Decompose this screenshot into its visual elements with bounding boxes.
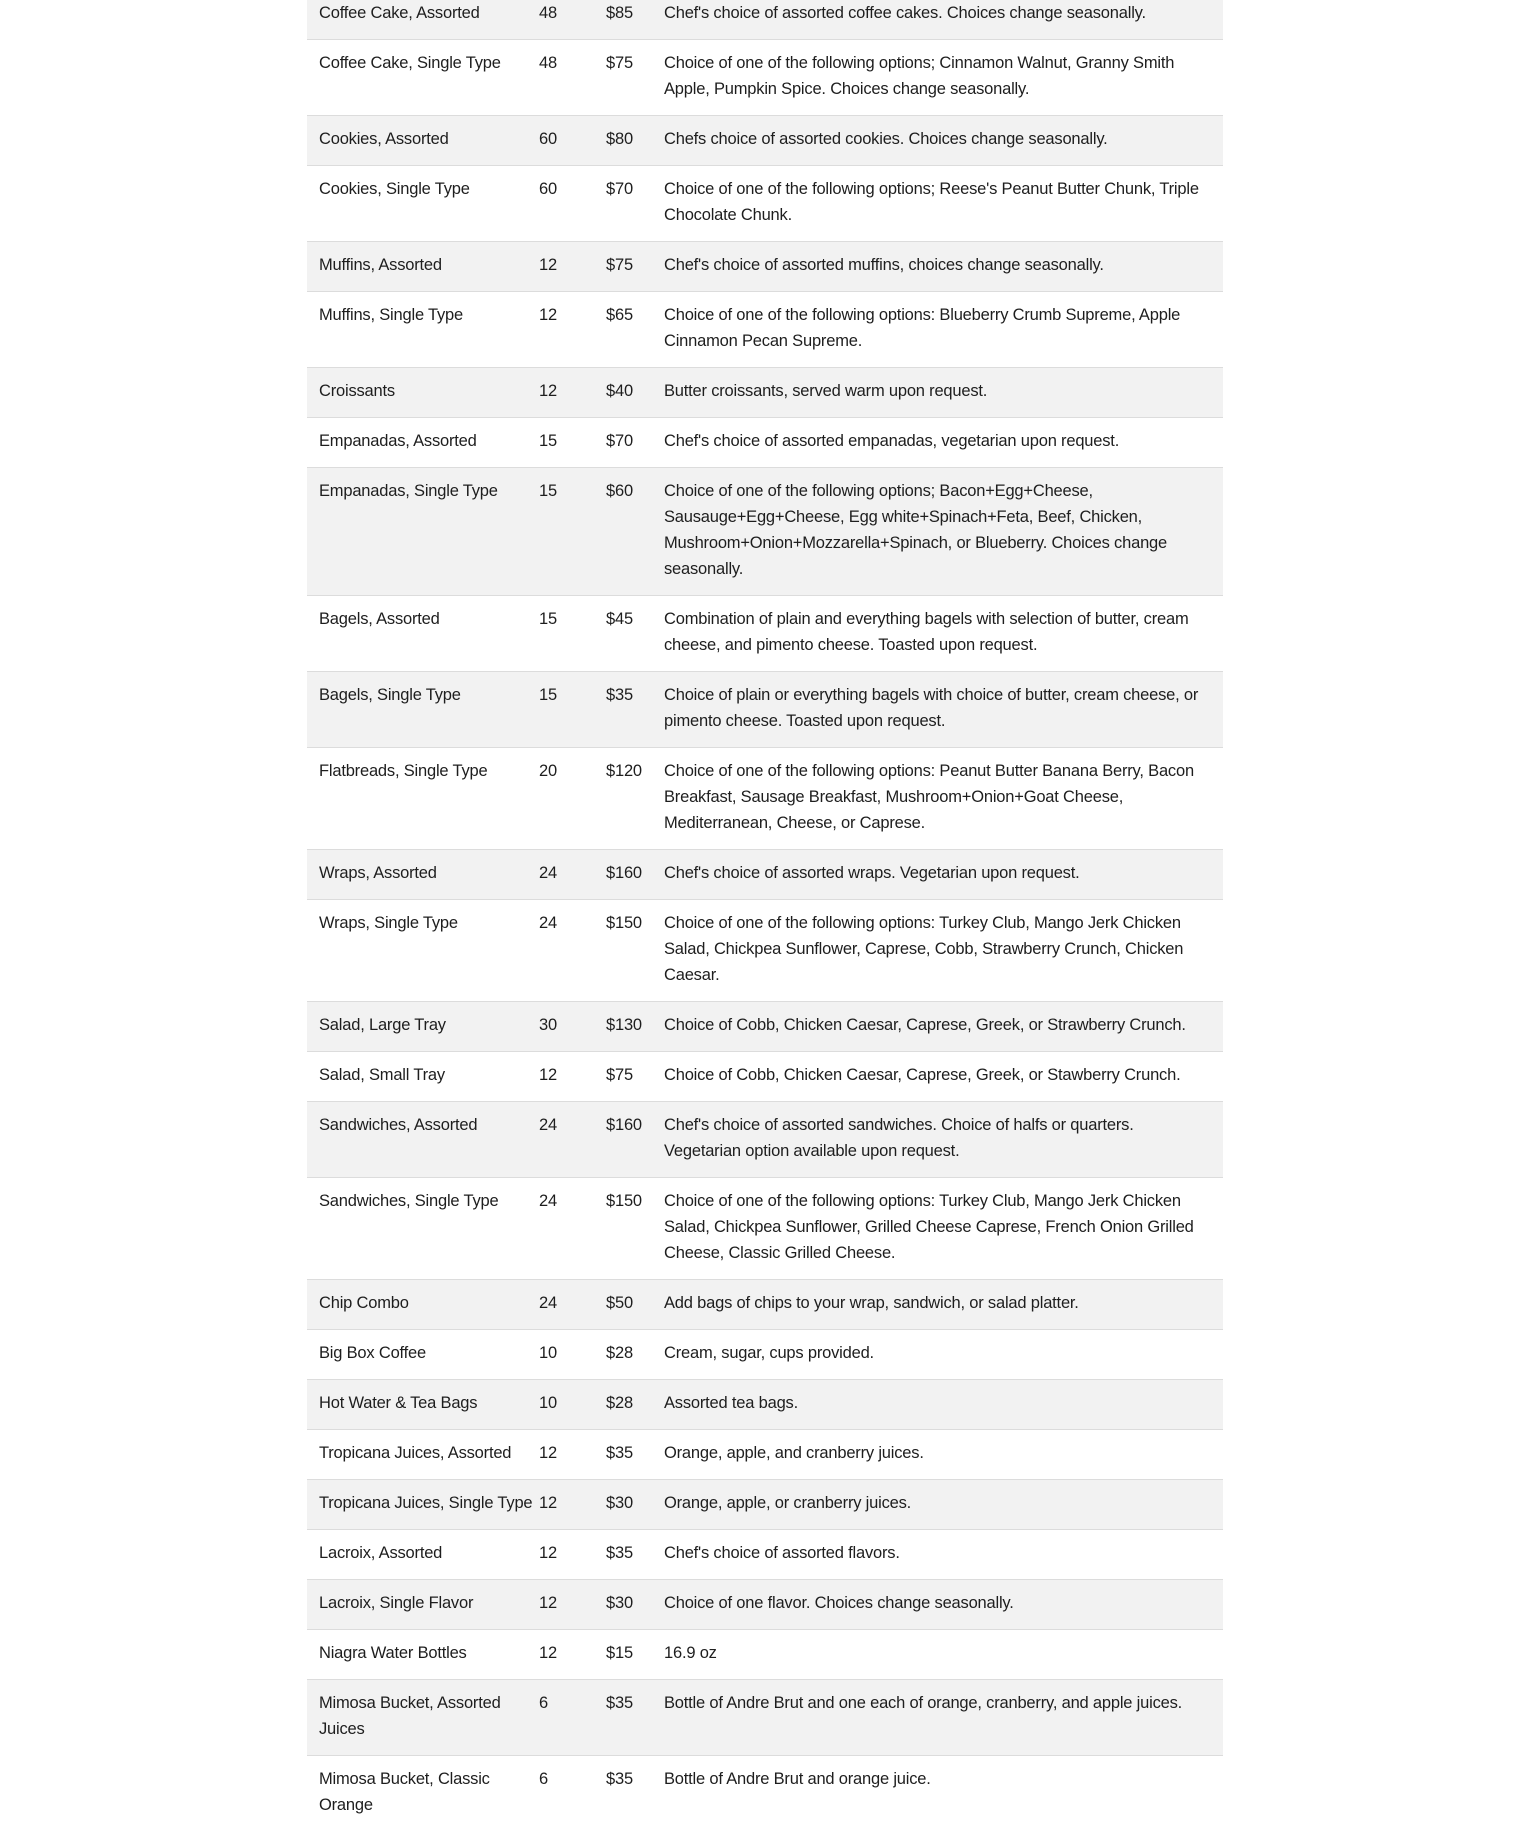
item-description: Add bags of chips to your wrap, sandwich, or salad platter.: [664, 1294, 1079, 1312]
item-name: Mimosa Bucket, Assorted Juices: [319, 1694, 501, 1738]
item-quantity: 12: [539, 256, 557, 274]
item-price: $130: [606, 1016, 642, 1034]
item-name: Wraps, Assorted: [319, 864, 437, 882]
item-quantity: 12: [539, 1544, 557, 1562]
item-price: $160: [606, 864, 642, 882]
item-description: Bottle of Andre Brut and orange juice.: [664, 1770, 931, 1788]
item-price: $80: [606, 130, 633, 148]
item-price: $150: [606, 914, 642, 932]
item-price: $75: [606, 54, 633, 72]
item-price: $65: [606, 306, 633, 324]
item-name: Cookies, Single Type: [319, 180, 470, 198]
item-quantity: 48: [539, 4, 557, 22]
item-description: Choice of one of the following options; Bacon+Egg+Cheese, Sausauge+Egg+Cheese, Egg white+Spinach+Feta, Beef, Chicken, Mushroom+Onion+Mozzarella+Spinach, or Blueberry. Choices change seasonally.: [664, 482, 1167, 578]
item-name: Coffee Cake, Single Type: [319, 54, 501, 72]
item-name: Tropicana Juices, Single Type: [319, 1494, 533, 1512]
item-description: Chef's choice of assorted sandwiches. Choice of halfs or quarters. Vegetarian option available upon request.: [664, 1116, 1134, 1160]
item-price: $160: [606, 1116, 642, 1134]
item-description: Choice of one of the following options: Turkey Club, Mango Jerk Chicken Salad, Chickpea Sunflower, Caprese, Cobb, Strawberry Crunch, Chicken Caesar.: [664, 914, 1184, 984]
item-description: Choice of one of the following options: Peanut Butter Banana Berry, Bacon Breakfast, Sausage Breakfast, Mushroom+Onion+Goat Cheese, Mediterranean, Cheese, or Caprese.: [664, 762, 1194, 832]
item-price: $45: [606, 610, 633, 628]
item-name: Sandwiches, Single Type: [319, 1192, 499, 1210]
table-row: [307, 468, 1223, 596]
item-description: Orange, apple, or cranberry juices.: [664, 1494, 912, 1512]
item-quantity: 30: [539, 1016, 557, 1034]
item-description: Orange, apple, and cranberry juices.: [664, 1444, 924, 1462]
table-row: [307, 1330, 1223, 1380]
item-price: $75: [606, 1066, 633, 1084]
item-quantity: 12: [539, 306, 557, 324]
item-quantity: 6: [539, 1770, 548, 1788]
table-row: [307, 368, 1223, 418]
item-quantity: 6: [539, 1694, 548, 1712]
item-description: Chef's choice of assorted muffins, choices change seasonally.: [664, 256, 1104, 274]
item-name: Muffins, Single Type: [319, 306, 463, 324]
item-price: $40: [606, 382, 633, 400]
item-quantity: 24: [539, 864, 557, 882]
table-row: [307, 418, 1223, 468]
item-name: Empanadas, Assorted: [319, 432, 477, 450]
item-price: $50: [606, 1294, 633, 1312]
table-row: [307, 1002, 1223, 1052]
table-row: [307, 40, 1223, 116]
table-row: [307, 292, 1223, 368]
item-description: Chef's choice of assorted coffee cakes. Choices change seasonally.: [664, 4, 1146, 22]
item-quantity: 15: [539, 432, 557, 450]
item-name: Hot Water & Tea Bags: [319, 1394, 478, 1412]
item-description: Chef's choice of assorted empanadas, vegetarian upon request.: [664, 432, 1120, 450]
item-price: $30: [606, 1494, 633, 1512]
item-name: Sandwiches, Assorted: [319, 1116, 478, 1134]
item-description: 16.9 oz: [664, 1644, 717, 1662]
item-quantity: 12: [539, 1594, 557, 1612]
item-description: Choice of Cobb, Chicken Caesar, Caprese, Greek, or Strawberry Crunch.: [664, 1016, 1186, 1034]
item-quantity: 48: [539, 54, 557, 72]
item-name: Cookies, Assorted: [319, 130, 449, 148]
item-description: Chef's choice of assorted flavors.: [664, 1544, 900, 1562]
table-row: [307, 1280, 1223, 1330]
item-quantity: 10: [539, 1394, 557, 1412]
item-price: $35: [606, 686, 633, 704]
item-price: $85: [606, 4, 633, 22]
table-row: [307, 116, 1223, 166]
item-price: $35: [606, 1770, 633, 1788]
table-row: [307, 1580, 1223, 1630]
item-description: Choice of one of the following options: Blueberry Crumb Supreme, Apple Cinnamon Pecan Supreme.: [664, 306, 1181, 350]
item-quantity: 24: [539, 914, 557, 932]
item-description: Choice of one of the following options: Turkey Club, Mango Jerk Chicken Salad, Chickpea Sunflower, Grilled Cheese Caprese, French Onion Grilled Cheese, Classic Grilled Cheese.: [664, 1192, 1194, 1262]
item-description: Butter croissants, served warm upon request.: [664, 382, 988, 400]
item-name: Salad, Small Tray: [319, 1066, 445, 1084]
item-quantity: 15: [539, 686, 557, 704]
table-row: [307, 1052, 1223, 1102]
item-name: Chip Combo: [319, 1294, 409, 1312]
table-row: [307, 1630, 1223, 1680]
item-name: Mimosa Bucket, Classic Orange: [319, 1770, 490, 1814]
item-quantity: 12: [539, 1444, 557, 1462]
table-row: [307, 900, 1223, 1002]
item-name: Lacroix, Single Flavor: [319, 1594, 474, 1612]
item-description: Choice of one flavor. Choices change seasonally.: [664, 1594, 1014, 1612]
item-quantity: 12: [539, 382, 557, 400]
item-name: Lacroix, Assorted: [319, 1544, 443, 1562]
item-quantity: 20: [539, 762, 557, 780]
item-name: Salad, Large Tray: [319, 1016, 446, 1034]
item-name: Empanadas, Single Type: [319, 482, 498, 500]
item-price: $70: [606, 432, 633, 450]
item-price: $75: [606, 256, 633, 274]
item-price: $35: [606, 1694, 633, 1712]
item-name: Croissants: [319, 382, 395, 400]
item-description: Choice of one of the following options; Reese's Peanut Butter Chunk, Triple Chocolate Chunk.: [664, 180, 1199, 224]
table-row: [307, 1756, 1223, 1831]
item-name: Bagels, Assorted: [319, 610, 440, 628]
item-name: Wraps, Single Type: [319, 914, 458, 932]
item-quantity: 12: [539, 1494, 557, 1512]
item-description: Chef's choice of assorted wraps. Vegetarian upon request.: [664, 864, 1080, 882]
item-price: $35: [606, 1444, 633, 1462]
item-price: $30: [606, 1594, 633, 1612]
table-row: [307, 166, 1223, 242]
item-description: Cream, sugar, cups provided.: [664, 1344, 874, 1362]
item-price: $150: [606, 1192, 642, 1210]
item-description: Assorted tea bags.: [664, 1394, 798, 1412]
item-description: Choice of one of the following options; Cinnamon Walnut, Granny Smith Apple, Pumpkin Spice. Choices change seasonally.: [664, 54, 1175, 98]
item-name: Big Box Coffee: [319, 1344, 426, 1362]
item-description: Choice of Cobb, Chicken Caesar, Caprese, Greek, or Stawberry Crunch.: [664, 1066, 1181, 1084]
item-price: $28: [606, 1344, 633, 1362]
item-quantity: 15: [539, 610, 557, 628]
catering-menu-table: [307, 0, 1223, 1831]
item-price: $120: [606, 762, 642, 780]
item-quantity: 24: [539, 1192, 557, 1210]
table-row: [307, 1680, 1223, 1756]
table-row: [307, 596, 1223, 672]
table-row: [307, 1530, 1223, 1580]
item-quantity: 12: [539, 1066, 557, 1084]
item-name: Tropicana Juices, Assorted: [319, 1444, 512, 1462]
table-row: [307, 1102, 1223, 1178]
table-row: [307, 748, 1223, 850]
item-price: $60: [606, 482, 633, 500]
item-quantity: 10: [539, 1344, 557, 1362]
table-row: [307, 1380, 1223, 1430]
item-quantity: 15: [539, 482, 557, 500]
table-row: [307, 1430, 1223, 1480]
item-price: $15: [606, 1644, 633, 1662]
item-name: Coffee Cake, Assorted: [319, 4, 480, 22]
item-quantity: 60: [539, 180, 557, 198]
table-row: [307, 1480, 1223, 1530]
table-row: [307, 850, 1223, 900]
item-quantity: 24: [539, 1116, 557, 1134]
item-name: Niagra Water Bottles: [319, 1644, 467, 1662]
table-row: [307, 672, 1223, 748]
table-row: [307, 0, 1223, 40]
item-description: Combination of plain and everything bagels with selection of butter, cream cheese, and pimento cheese. Toasted upon request.: [664, 610, 1189, 654]
table-row: [307, 242, 1223, 292]
item-quantity: 12: [539, 1644, 557, 1662]
item-description: Chefs choice of assorted cookies. Choices change seasonally.: [664, 130, 1108, 148]
item-quantity: 60: [539, 130, 557, 148]
item-name: Muffins, Assorted: [319, 256, 442, 274]
item-price: $28: [606, 1394, 633, 1412]
item-name: Flatbreads, Single Type: [319, 762, 488, 780]
table-row: [307, 1178, 1223, 1280]
item-name: Bagels, Single Type: [319, 686, 461, 704]
item-price: $35: [606, 1544, 633, 1562]
item-description: Bottle of Andre Brut and one each of orange, cranberry, and apple juices.: [664, 1694, 1183, 1712]
item-price: $70: [606, 180, 633, 198]
item-description: Choice of plain or everything bagels with choice of butter, cream cheese, or pimento cheese. Toasted upon request.: [664, 686, 1199, 730]
item-quantity: 24: [539, 1294, 557, 1312]
